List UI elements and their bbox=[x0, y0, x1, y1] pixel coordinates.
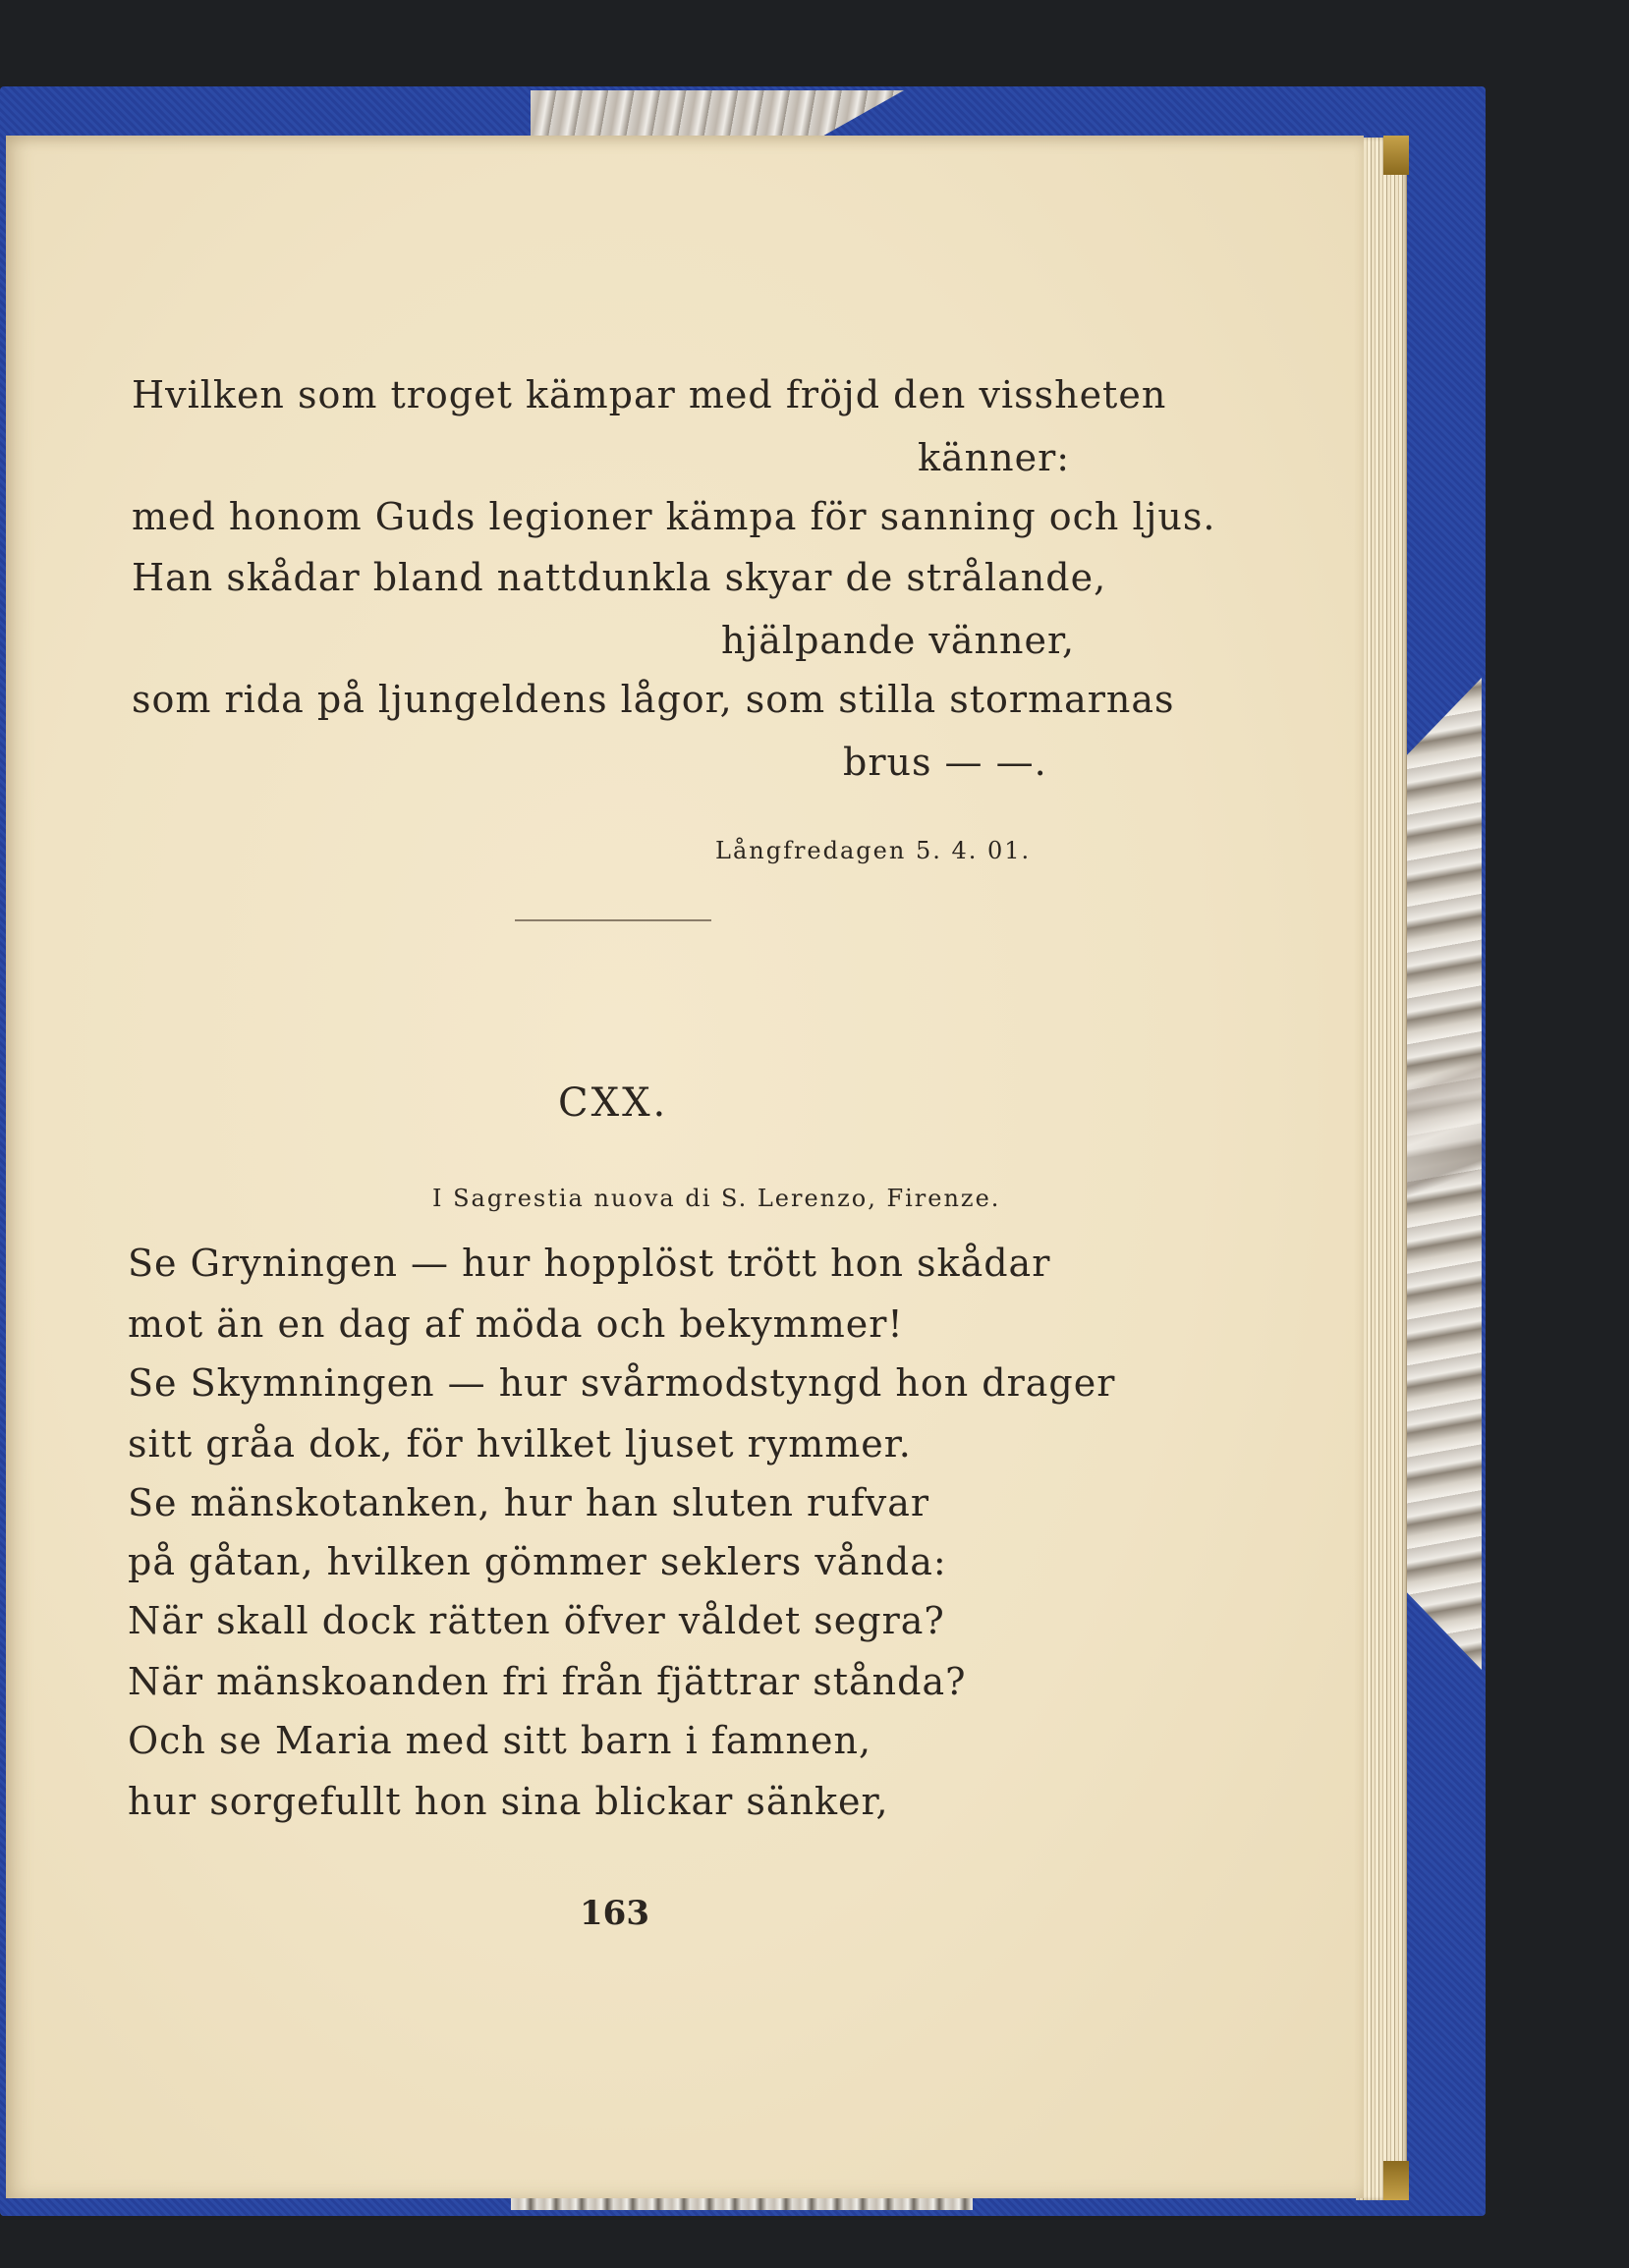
gilt-edge-bottom bbox=[1383, 2161, 1409, 2200]
verse-line: som rida på ljungeldens lågor, som stilla stormarnas bbox=[132, 678, 1175, 721]
page-number: 163 bbox=[580, 1894, 649, 1933]
verse-line: Se Gryningen — hur hopplöst trött hon skådar bbox=[128, 1242, 1051, 1285]
book-page bbox=[6, 136, 1364, 2198]
location-subtitle: I Sagrestia nuova di S. Lerenzo, Firenze. bbox=[432, 1185, 1001, 1212]
section-divider bbox=[515, 919, 711, 921]
dateline: Långfredagen 5. 4. 01. bbox=[715, 837, 1032, 864]
verse-line: När mänskoanden fri från fjättrar stånda? bbox=[128, 1660, 967, 1703]
verse-line: Se mänskotanken, hur han sluten rufvar bbox=[128, 1481, 930, 1524]
verse-line: mot än en dag af möda och bekymmer! bbox=[128, 1302, 904, 1346]
verse-line: Se Skymningen — hur svårmodstyngd hon drager bbox=[128, 1361, 1116, 1405]
verse-line: hjälpande vänner, bbox=[721, 619, 1076, 662]
verse-line: Och se Maria med sitt barn i famnen, bbox=[128, 1719, 872, 1762]
gilt-edge-top bbox=[1383, 136, 1409, 175]
verse-line: på gåtan, hvilken gömmer seklers vånda: bbox=[128, 1540, 947, 1583]
section-heading: CXX. bbox=[558, 1080, 669, 1126]
verse-line: Hvilken som troget kämpar med fröjd den vissheten bbox=[132, 373, 1167, 416]
marbled-endpaper bbox=[1405, 678, 1482, 1670]
verse-line: med honom Guds legioner kämpa för sanning och ljus. bbox=[132, 495, 1216, 538]
verse-line: hur sorgefullt hon sina blickar sänker, bbox=[128, 1780, 889, 1823]
verse-line: När skall dock rätten öfver våldet segra? bbox=[128, 1599, 945, 1642]
verse-line: sitt gråa dok, för hvilket ljuset rymmer. bbox=[128, 1422, 912, 1466]
verse-line: känner: bbox=[918, 436, 1071, 479]
verse-line: brus — —. bbox=[843, 741, 1047, 784]
verse-line: Han skådar bland nattdunkla skyar de strålande, bbox=[132, 556, 1107, 599]
